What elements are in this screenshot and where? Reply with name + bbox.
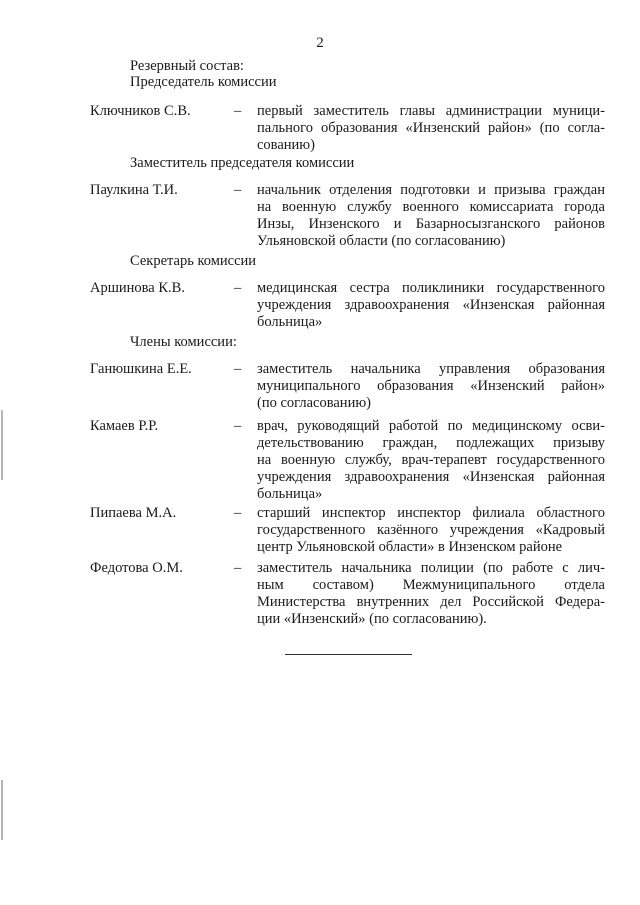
position-line: первый заместитель главы администрации муници- [257,103,605,119]
position-line: детельствованию граждан, подлежащих призыву [257,435,605,451]
member-position [257,103,605,154]
dash-separator: – [234,103,242,119]
member-name: Камаев Р.Р. [90,418,159,434]
dash-separator: – [234,361,242,377]
position-line: на военную службу, врач-терапевт государственного [257,452,605,468]
member-position [257,418,605,503]
heading-members: Члены комиссии: [130,334,237,350]
member-name: Пипаева М.А. [90,505,177,521]
position-line: учреждения здравоохранения «Инзенская районная [257,469,605,485]
member-name: Ганюшкина Е.Е. [90,361,192,377]
position-line: Ульяновской области (по согласованию) [257,233,506,249]
dash-separator: – [234,418,242,434]
page-number: 2 [316,35,324,51]
position-line: государственного казённого учреждения «Кадровый [257,522,605,538]
member-position [257,505,605,556]
position-line: медицинская сестра поликлиники государственного [257,280,605,296]
position-line: на военную службу военного комиссариата города [257,199,605,215]
position-line: муниципального образования «Инзенский район» [257,378,605,394]
position-line: центр Ульяновской области» в Инзенском районе [257,539,563,555]
position-line: старший инспектор инспектор филиала областного [257,505,605,521]
position-line: врач, руководящий работой по медицинскому осви- [257,418,605,434]
member-name: Федотова О.М. [90,560,183,576]
dash-separator: – [234,560,242,576]
heading-deputy-chairman: Заместитель председателя комиссии [130,155,355,171]
member-position [257,280,605,331]
heading-secretary: Секретарь комиссии [130,253,257,269]
member-position [257,560,605,628]
position-line: сованию) [257,137,315,153]
member-position [257,361,605,412]
position-line: больница» [257,314,323,330]
scan-edge-mark [1,780,3,840]
dash-separator: – [234,182,242,198]
member-position [257,182,605,250]
scan-edge-mark [1,410,3,480]
position-line: ным составом) Межмуниципального отдела [257,577,605,593]
position-line: Министерства внутренних дел Российской Федера- [257,594,605,610]
position-line: начальник отделения подготовки и призыва граждан [257,182,605,198]
heading-reserve-composition: Резервный состав: [130,58,244,74]
position-line: ции «Инзенский» (по согласованию). [257,611,487,627]
position-line: пального образования «Инзенский район» (по согла- [257,120,605,136]
dash-separator: – [234,280,242,296]
member-name: Аршинова К.В. [90,280,185,296]
dash-separator: – [234,505,242,521]
position-line: учреждения здравоохранения «Инзенская районная [257,297,605,313]
position-line: Инзы, Инзенского и Базарносызганского районов [257,216,605,232]
position-line: заместитель начальника управления образования [257,361,605,377]
heading-chairman: Председатель комиссии [130,74,277,90]
position-line: заместитель начальника полиции (по работе с лич- [257,560,605,576]
position-line: больница» [257,486,323,502]
member-name: Паулкина Т.И. [90,182,178,198]
position-line: (по согласованию) [257,395,371,411]
end-of-list-rule [285,654,412,655]
member-name: Ключников С.В. [90,103,191,119]
